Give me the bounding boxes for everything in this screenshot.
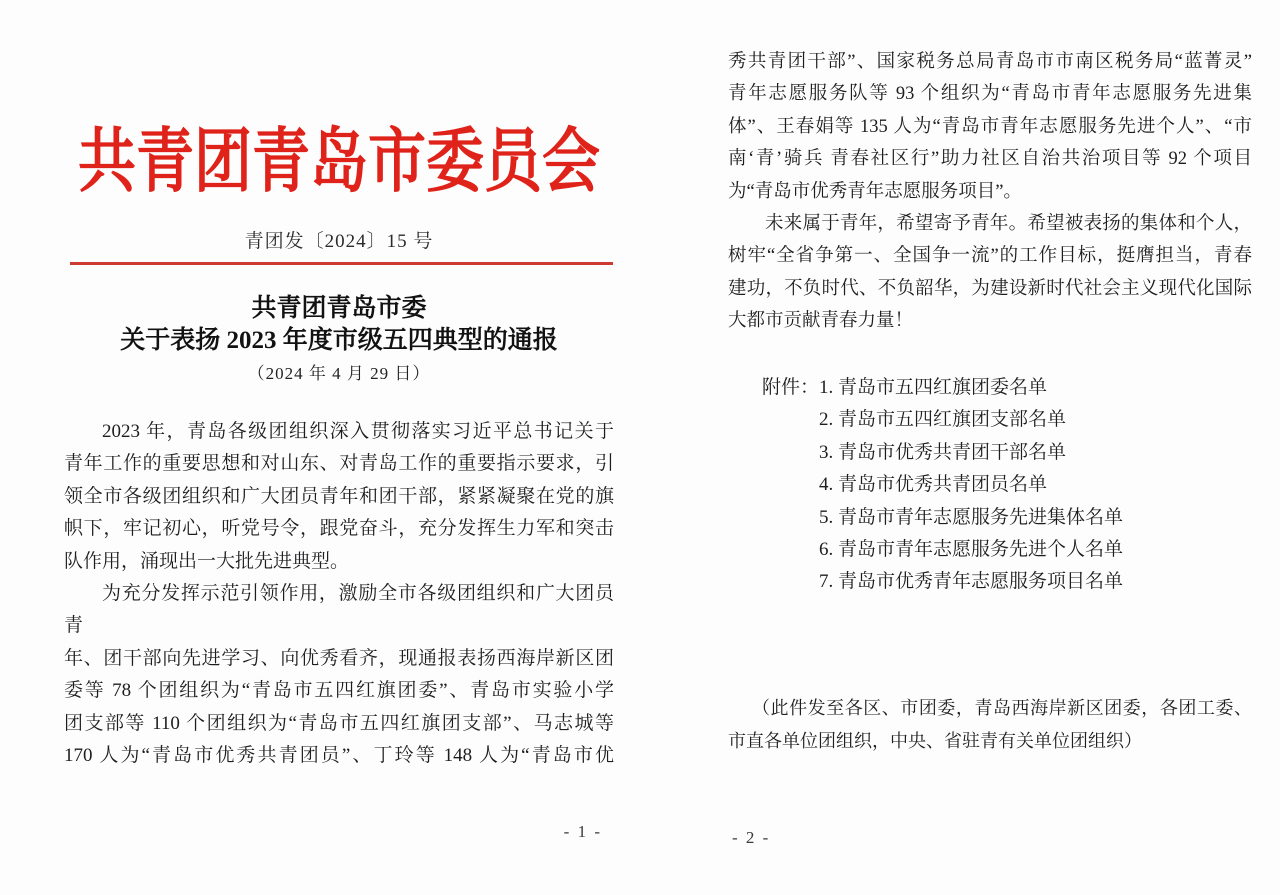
body-line: 委等 78 个团组织为“青岛市五四红旗团委”、青岛市实验小学 xyxy=(64,680,614,702)
body-line: 未来属于青年，希望寄予青年。希望被表扬的集体和个人， xyxy=(765,214,1252,235)
body-line: 青年工作的重要思想和对山东、对青岛工作的重要指示要求，引 xyxy=(64,453,614,475)
document-title-line-1: 共青团青岛市委 xyxy=(251,295,427,322)
body-line: 团支部等 110 个团组织为“青岛市五四红旗团支部”、马志城等 xyxy=(64,712,614,734)
document-title-line-2: 关于表扬 2023 年度市级五四典型的通报 xyxy=(120,327,558,354)
body-line: 领全市各级团组织和广大团员青年和团干部，紧紧凝聚在党的旗 xyxy=(64,485,614,507)
red-divider-rule xyxy=(70,262,613,265)
attachment-item: 7. 青岛市优秀青年志愿服务项目名单 xyxy=(819,571,1124,593)
body-line: 为充分发挥示范引领作用，激励全市各级团组织和广大团员青 xyxy=(64,583,614,637)
page-number: - 2 - xyxy=(732,828,771,847)
page-number: - 1 - xyxy=(563,822,602,841)
distribution-note xyxy=(728,692,1252,757)
document-date: （2024 年 4 月 29 日） xyxy=(247,364,431,383)
body-line: 为“青岛市优秀青年志愿服务项目”。 xyxy=(728,181,1022,202)
body-line: 帜下，牢记初心，听党号令，跟党奋斗，充分发挥生力军和突击 xyxy=(64,518,614,540)
body-line: 170 人为“青岛市优秀共青团员”、丁玲等 148 人为“青岛市优 xyxy=(64,745,614,767)
page-2 xyxy=(728,0,1252,895)
distribution-line: （此件发至各区、市团委，青岛西海岸新区团委，各团工委、 xyxy=(752,698,1252,718)
body-line: 青年志愿服务队等 93 个组织为“青岛市青年志愿服务先进集 xyxy=(728,84,1252,105)
attachment-item: 2. 青岛市五四红旗团支部名单 xyxy=(819,409,1067,431)
body-line: 建功，不负时代、不负韶华，为建设新时代社会主义现代化国际 xyxy=(728,278,1252,299)
page-1 xyxy=(64,0,614,895)
page1-body-text xyxy=(64,416,614,772)
attachment-item: 1. 青岛市五四红旗团委名单 xyxy=(819,377,1048,398)
distribution-line: 市直各单位团组织，中央、省驻青有关单位团组织） xyxy=(728,730,1142,751)
body-line: 队作用，涌现出一大批先进典型。 xyxy=(64,550,350,572)
attachment-item: 3. 青岛市优秀共青团干部名单 xyxy=(819,441,1067,463)
body-line: 大都市贡献青春力量！ xyxy=(728,311,914,332)
attachment-item: 5. 青岛市青年志愿服务先进集体名单 xyxy=(819,506,1124,528)
attachment-item: 4. 青岛市优秀共青团员名单 xyxy=(819,474,1048,496)
body-line: 2023 年，青岛各级团组织深入贯彻落实习近平总书记关于 xyxy=(102,421,614,442)
attachments-block xyxy=(762,372,1252,599)
attachment-row xyxy=(762,372,1252,404)
body-line: 秀共青团干部”、国家税务总局青岛市市南区税务局“蓝菁灵” xyxy=(728,52,1252,72)
page2-body-text xyxy=(728,46,1252,338)
document-number: 青团发〔2024〕15 号 xyxy=(244,231,434,252)
attachments-label: 附件： xyxy=(762,377,820,398)
body-line: 体”、王春娟等 135 人为“青岛市青年志愿服务先进个人”、“市 xyxy=(728,116,1252,137)
body-line: 树牢“全省争第一、全国争一流”的工作目标，挺膺担当，青春 xyxy=(728,246,1252,267)
body-line: 年、团干部向先进学习、向优秀看齐，现通报表扬西海岸新区团 xyxy=(64,647,614,669)
attachment-item: 6. 青岛市青年志愿服务先进个人名单 xyxy=(819,539,1124,561)
issuing-authority-header: 共青团青岛市委员会 xyxy=(77,122,600,201)
body-line: 南‘青’骑兵 青春社区行”助力社区自治共治项目等 92 个项目 xyxy=(728,149,1252,170)
